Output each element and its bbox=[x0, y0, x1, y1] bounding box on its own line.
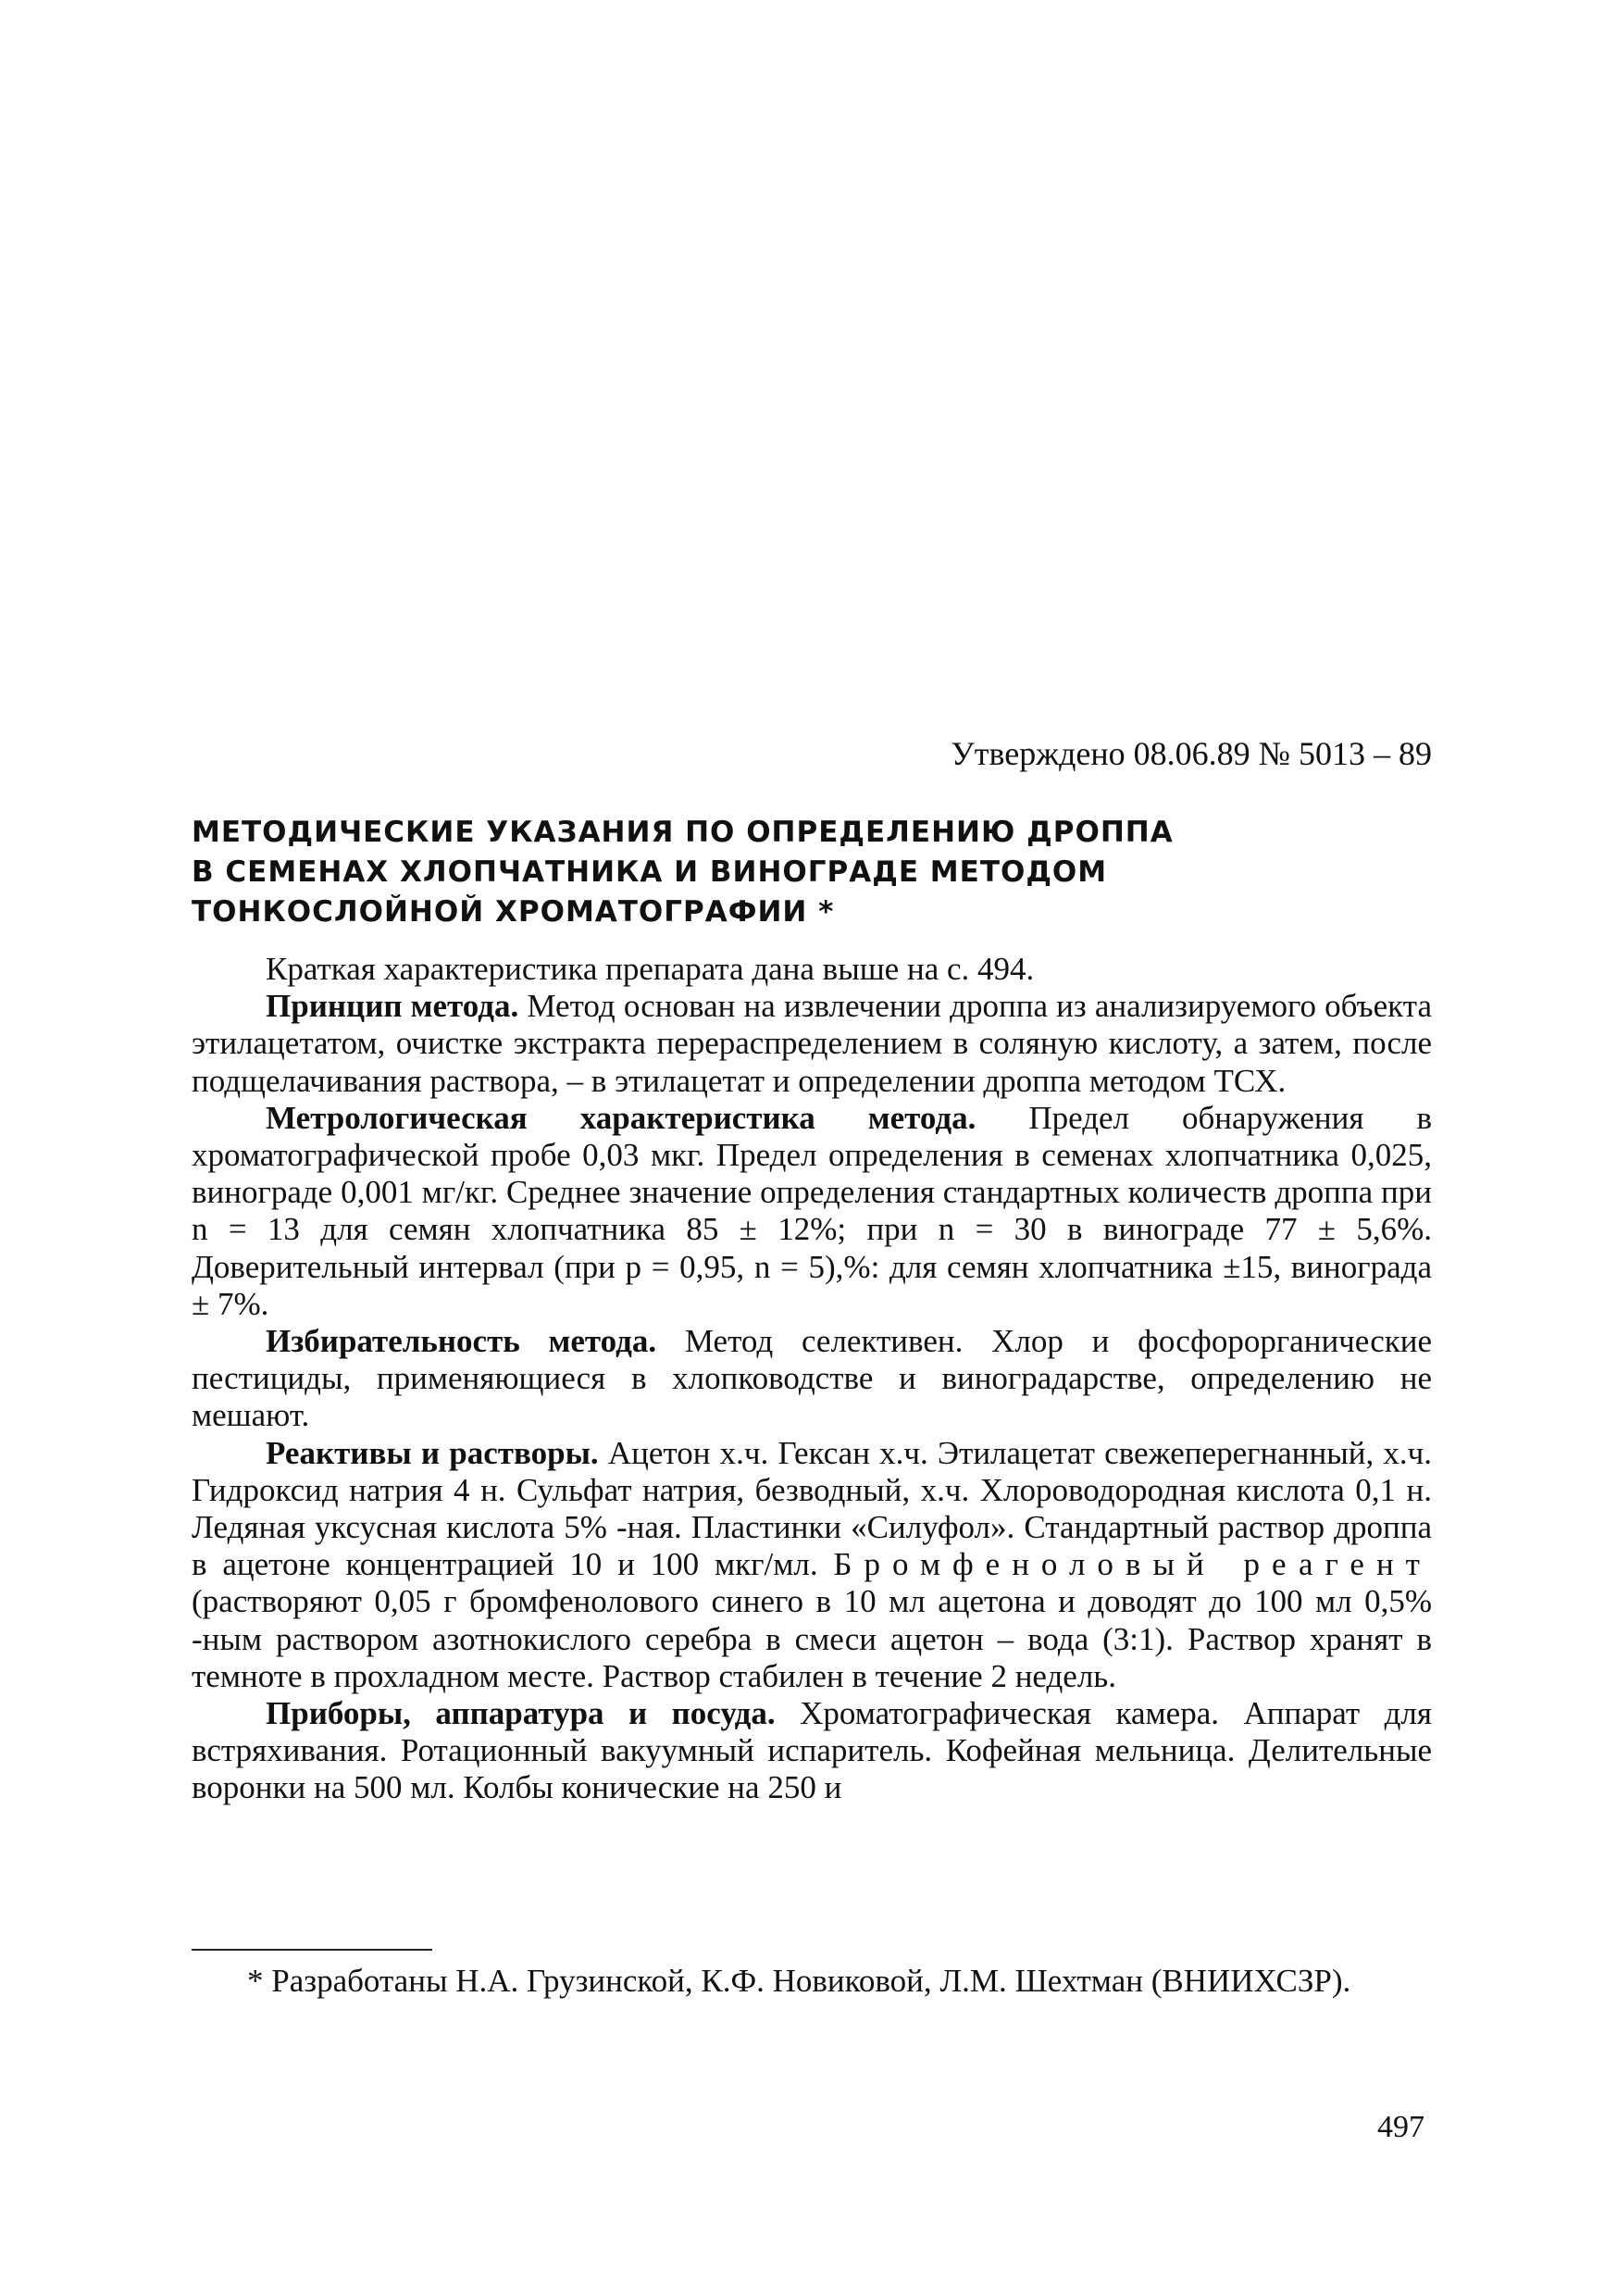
paragraph-reagents bbox=[192, 1435, 1432, 1695]
paragraph-metrology bbox=[192, 1100, 1432, 1323]
paragraph-text: Метод основан на извлечении дроппа из анализируемого объекта этилацетатом, очистке экстракта перераспределением в соляную кислоту, а затем, после подщелачивания раствора, – в этилацетат и определении дроппа методом ТСХ. bbox=[192, 988, 1432, 1099]
paragraph-text: Краткая характеристика препарата дана выше на с. 494. bbox=[266, 951, 1035, 987]
paragraph-text: Метод селективен. Хлор и фосфорорганические пестициды, применяющиеся в хлопководстве и виноградарстве, определению не мешают. bbox=[192, 1323, 1432, 1434]
page-number: 497 bbox=[1377, 2110, 1424, 2144]
section-heading: Метрологическая характеристика метода. bbox=[266, 1099, 976, 1136]
document-title bbox=[192, 813, 1432, 932]
title-line: ТОНКОСЛОЙНОЙ ХРОМАТОГРАФИИ * bbox=[192, 895, 835, 929]
paragraph-text: (растворяют 0,05 г бромфенолового синего в 10 мл ацетона и доводят до 100 мл 0,5% -ным раствором азотнокислого серебра в смеси ацетон – вода (3:1). Раствор хранят в темноте в прохладном месте. Раствор стабилен в течение 2 недель. bbox=[192, 1583, 1432, 1694]
paragraph-text: Ацетон х.ч. Гексан х.ч. Этилацетат свежеперегнанный, х.ч. Гидроксид натрия 4 н. Сульфат натрия, безводный, х.ч. Хлороводородная кислота 0,1 н. Ледяная уксусная кислота 5% -ная. Пластинки «Силуфол». Стандартный раствор дроппа в ацетоне концентрацией 10 и 100 мкг/мл. bbox=[192, 1434, 1432, 1583]
footnote: * Разработаны Н.А. Грузинской, К.Ф. Новиковой, Л.М. Шехтман (ВНИИХСЗР). bbox=[247, 1963, 1351, 1999]
title-line: В СЕМЕНАХ ХЛОПЧАТНИКА И ВИНОГРАДЕ МЕТОДОМ bbox=[192, 855, 1108, 889]
document-page bbox=[192, 0, 1432, 2296]
paragraph-equipment bbox=[192, 1695, 1432, 1807]
paragraph-brief-description bbox=[192, 951, 1432, 988]
paragraph-text: Предел обнаружения в хроматографической пробе 0,03 мкг. Предел определения в семенах хлопчатника 0,025, винограде 0,001 мг/кг. Среднее значение определения стандартных количеств дроппа при n = 13 для семян хлопчатника 85 ± 12%; при n = 30 в винограде 77 ± 5,6%. Доверительный интервал (при p = 0,95, n = 5),%: для семян хлопчатника ±15, винограда ± 7%. bbox=[192, 1099, 1432, 1322]
reagent-name: Бромфеноловый реагент bbox=[833, 1546, 1432, 1583]
approval-line: Утверждено 08.06.89 № 5013 – 89 bbox=[951, 735, 1432, 772]
section-heading: Приборы, аппаратура и посуда. bbox=[266, 1695, 776, 1732]
paragraph-principle bbox=[192, 988, 1432, 1100]
document-body bbox=[192, 951, 1432, 1807]
footnote-divider bbox=[192, 1949, 432, 1951]
title-line: МЕТОДИЧЕСКИЕ УКАЗАНИЯ ПО ОПРЕДЕЛЕНИЮ ДРОППА bbox=[192, 816, 1174, 849]
section-heading: Принцип метода. bbox=[266, 988, 519, 1025]
paragraph-text: Хроматографическая камера. Аппарат для встряхивания. Ротационный вакуумный испаритель. Кофейная мельница. Делительные воронки на 500 мл. Колбы конические на 250 и bbox=[192, 1695, 1433, 1806]
paragraph-selectivity bbox=[192, 1323, 1432, 1435]
section-heading: Реактивы и растворы. bbox=[266, 1434, 599, 1471]
section-heading: Избирательность метода. bbox=[266, 1323, 657, 1360]
